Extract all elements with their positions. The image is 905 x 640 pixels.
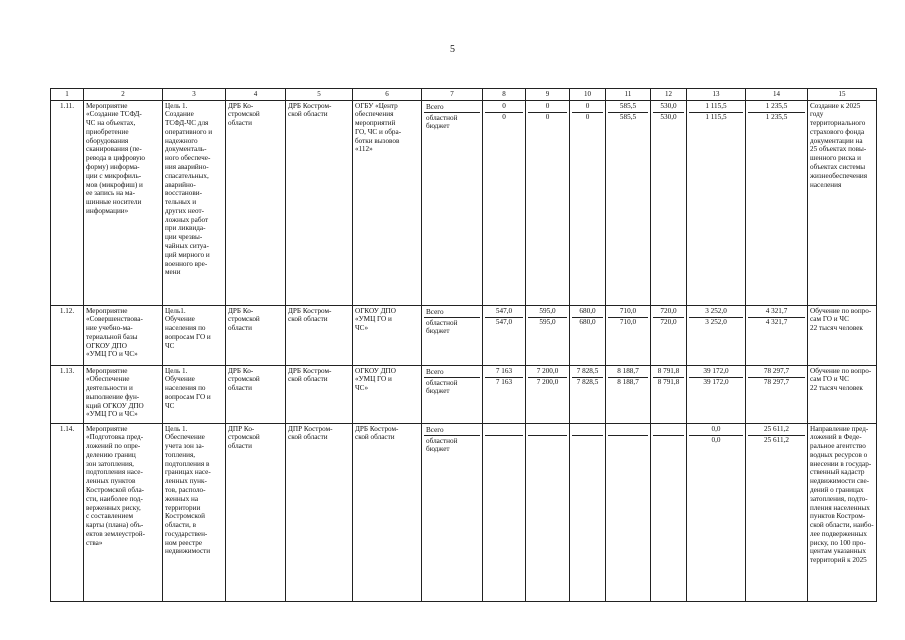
event-goal: Цель 1. Обеспечение учета зон за- топления, подтопления в границах насе- ленных пунк- тов, располо- женных на территории Костромской области, в государствен- ном реестре недвижимости: [163, 423, 226, 601]
event-goal: Цель1. Обучение населения по вопросам ГО и ЧС: [163, 305, 226, 365]
funding-source-total-label: Всего: [424, 102, 480, 113]
column-number-5: 5: [286, 89, 353, 101]
funding-budget-value: 0,0: [689, 435, 743, 446]
funding-budget-value: 3 252,0: [689, 317, 743, 328]
responsible-administrator: ДРБ Ко- стромской области: [226, 100, 286, 305]
column-number-1: 1: [51, 89, 84, 101]
event-name: Мероприятие «Обеспечение деятельности и выполнение фун- кций ОГКОУ ДПО «УМЦ ГО и ЧС»: [84, 365, 163, 423]
funding-col-11: [606, 365, 651, 423]
column-number-row: [51, 89, 877, 101]
participant: ОГКОУ ДПО «УМЦ ГО и ЧС»: [353, 365, 422, 423]
event-goal: Цель 1. Создание ТСФД-ЧС для оперативного и надежного документаль- ного обеспече- ния аварийно- спасательных, аварийно- восстанови- тельных и других неот- ложных работ при ликвида- ции чрезвы- чайных ситуа- ций мирного и военного вре- мени: [163, 100, 226, 305]
funding-col-13: [687, 100, 746, 305]
column-number-6: 6: [353, 89, 422, 101]
funding-col-14: [746, 423, 808, 601]
funding-total-value: 0: [545, 101, 550, 110]
funding-total-value: [608, 425, 648, 435]
column-number-10: 10: [570, 89, 606, 101]
funding-budget-value: 7 828,5: [572, 377, 603, 388]
row-number: 1.11.: [51, 100, 84, 305]
funding-budget-value: 0: [572, 112, 603, 123]
page-number: 5: [450, 44, 455, 55]
funding-budget-value: 25 611,2: [748, 435, 805, 446]
funding-col-8: [483, 423, 526, 601]
funding-budget-value: 78 297,7: [748, 377, 805, 388]
funding-source: [422, 100, 483, 305]
funding-budget-value: 710,0: [608, 317, 648, 328]
funding-total-value: 25 611,2: [764, 424, 789, 433]
funding-col-9: [526, 423, 570, 601]
funding-budget-value: [528, 435, 567, 446]
funding-budget-value: [653, 435, 684, 446]
funding-col-11: [606, 100, 651, 305]
funding-total-value: [572, 425, 603, 435]
row-number: 1.12.: [51, 305, 84, 365]
funding-budget-value: 595,0: [528, 317, 567, 328]
funding-total-value: 547,0: [495, 306, 513, 315]
funding-total-value: 595,0: [539, 306, 556, 315]
funding-budget-value: 7 200,0: [528, 377, 567, 388]
funding-col-10: [570, 305, 606, 365]
funding-total-value: 3 252,0: [705, 306, 727, 315]
funding-source-budget-label: областной бюджет: [426, 113, 458, 131]
column-number-15: 15: [808, 89, 877, 101]
funding-col-12: [651, 423, 687, 601]
table-row: [51, 305, 877, 365]
column-number-11: 11: [606, 89, 651, 101]
executor: ДРБ Костром- ской области: [286, 100, 353, 305]
event-goal: Цель 1. Обучение населения по вопросам ГО и ЧС: [163, 365, 226, 423]
funding-col-14: [746, 100, 808, 305]
funding-budget-value: 8 791,8: [653, 377, 684, 388]
funding-source: [422, 365, 483, 423]
funding-budget-value: 0: [485, 112, 523, 123]
expected-result: Обучение по вопро- сам ГО и ЧС 22 тысяч человек: [808, 365, 877, 423]
funding-col-10: [570, 365, 606, 423]
funding-source: [422, 423, 483, 601]
funding-col-11: [606, 305, 651, 365]
funding-budget-value: 0: [528, 112, 567, 123]
funding-col-13: [687, 365, 746, 423]
funding-total-value: 585,5: [619, 101, 637, 110]
row-number: 1.14.: [51, 423, 84, 601]
funding-total-value: 680,0: [579, 306, 596, 315]
funding-total-value: [653, 425, 684, 435]
funding-col-9: [526, 365, 570, 423]
table-row: [51, 423, 877, 601]
executor: ДРБ Костром- ской области: [286, 365, 353, 423]
funding-budget-value: 7 163: [485, 377, 523, 388]
program-events-table: [50, 88, 877, 602]
funding-total-value: 0: [585, 101, 590, 110]
funding-col-11: [606, 423, 651, 601]
funding-col-9: [526, 305, 570, 365]
funding-total-value: 7 828,5: [576, 366, 599, 375]
column-number-3: 3: [163, 89, 226, 101]
funding-col-8: [483, 365, 526, 423]
funding-total-value: 0: [502, 101, 506, 110]
funding-col-10: [570, 100, 606, 305]
expected-result: Обучение по вопро- сам ГО и ЧС 22 тысяч человек: [808, 305, 877, 365]
table-row: [51, 365, 877, 423]
column-number-7: 7: [422, 89, 483, 101]
funding-col-12: [651, 365, 687, 423]
funding-col-13: [687, 305, 746, 365]
funding-col-12: [651, 100, 687, 305]
funding-budget-value: 1 115,5: [689, 112, 743, 123]
funding-col-8: [483, 305, 526, 365]
executor: ДПР Костром- ской области: [286, 423, 353, 601]
funding-total-value: 1 115,5: [705, 101, 727, 110]
responsible-administrator: ДПР Ко- стромской области: [226, 423, 286, 601]
funding-total-value: 720,0: [660, 306, 677, 315]
event-name: Мероприятие «Подготовка пред- ложений по опре- делению границ зон затопления, подтопления насе- ленных пунктов Костромской обла- сти, наиболее под- верженных риску, с составлением карты (плана) объ- ектов землеустрой- ства»: [84, 423, 163, 601]
funding-col-8: [483, 100, 526, 305]
funding-total-value: 0,0: [711, 424, 721, 433]
funding-total-value: 8 791,8: [657, 366, 680, 375]
participant: ОГКОУ ДПО «УМЦ ГО и ЧС»: [353, 305, 422, 365]
expected-result: Создание к 2025 году территориального страхового фонда документации на 25 объектах повы- шенного риска и объектах системы жизнеобеспечения населения: [808, 100, 877, 305]
column-number-4: 4: [226, 89, 286, 101]
funding-source-budget-label: областной бюджет: [426, 436, 458, 454]
funding-budget-value: [485, 435, 523, 446]
event-name: Мероприятие «Совершенствова- ние учебно-ма- териальной базы ОГКОУ ДПО «УМЦ ГО и ЧС»: [84, 305, 163, 365]
funding-total-value: 8 188,7: [617, 366, 639, 375]
responsible-administrator: ДРБ Ко- стромской области: [226, 365, 286, 423]
funding-budget-value: 8 188,7: [608, 377, 648, 388]
column-number-8: 8: [483, 89, 526, 101]
funding-budget-value: 720,0: [653, 317, 684, 328]
funding-budget-value: 680,0: [572, 317, 603, 328]
funding-total-value: 7 200,0: [536, 366, 559, 375]
funding-source-budget-label: областной бюджет: [426, 318, 458, 336]
funding-col-13: [687, 423, 746, 601]
column-number-14: 14: [746, 89, 808, 101]
funding-budget-value: 585,5: [608, 112, 648, 123]
funding-total-value: 78 297,7: [763, 366, 790, 375]
funding-total-value: 39 172,0: [703, 366, 729, 375]
funding-budget-value: 1 235,5: [748, 112, 805, 123]
funding-total-value: [528, 425, 567, 435]
funding-col-9: [526, 100, 570, 305]
row-number: 1.13.: [51, 365, 84, 423]
column-number-12: 12: [651, 89, 687, 101]
funding-budget-value: [608, 435, 648, 446]
funding-col-14: [746, 365, 808, 423]
funding-total-value: [485, 425, 523, 435]
event-name: Мероприятие «Создание ТСФД- ЧС на объектах, приобретение оборудования сканирования (пе- ревода в цифровую форму) информа- ции с микрофиль- мов (микрофиш) и ее запись на ма- шинные носители информации»: [84, 100, 163, 305]
funding-budget-value: 4 321,7: [748, 317, 805, 328]
table-row: [51, 100, 877, 305]
funding-source: [422, 305, 483, 365]
funding-col-10: [570, 423, 606, 601]
executor: ДРБ Костром- ской области: [286, 305, 353, 365]
funding-budget-value: 530,0: [653, 112, 684, 123]
column-number-13: 13: [687, 89, 746, 101]
funding-source-total-label: Всего: [424, 307, 480, 318]
funding-total-value: 4 321,7: [765, 306, 788, 315]
column-number-9: 9: [526, 89, 570, 101]
funding-total-value: 7 163: [495, 366, 513, 375]
funding-source-total-label: Всего: [424, 425, 480, 436]
funding-total-value: 1 235,5: [765, 101, 788, 110]
responsible-administrator: ДРБ Ко- стромской области: [226, 305, 286, 365]
participant: ОГБУ «Центр обеспечения мероприятий ГО, ЧС и обра- ботки вызовов «112»: [353, 100, 422, 305]
funding-col-12: [651, 305, 687, 365]
funding-total-value: 530,0: [660, 101, 677, 110]
column-number-2: 2: [84, 89, 163, 101]
participant: ДРБ Костром- ской области: [353, 423, 422, 601]
funding-budget-value: 39 172,0: [689, 377, 743, 388]
funding-source-budget-label: областной бюджет: [426, 378, 458, 396]
funding-budget-value: 547,0: [485, 317, 523, 328]
funding-budget-value: [572, 435, 603, 446]
funding-col-14: [746, 305, 808, 365]
funding-source-total-label: Всего: [424, 367, 480, 378]
funding-total-value: 710,0: [619, 306, 637, 315]
expected-result: Направление пред- ложений в Феде- ральное агентство водных ресурсов о внесении в государ- ственный кадастр недвижимости све- дений о границах затопления, подто- пления населенных пунктов Костром- ской области, наибо- лее подверженных риску, по 100 про- центам указанных территорий к 2025: [808, 423, 877, 601]
